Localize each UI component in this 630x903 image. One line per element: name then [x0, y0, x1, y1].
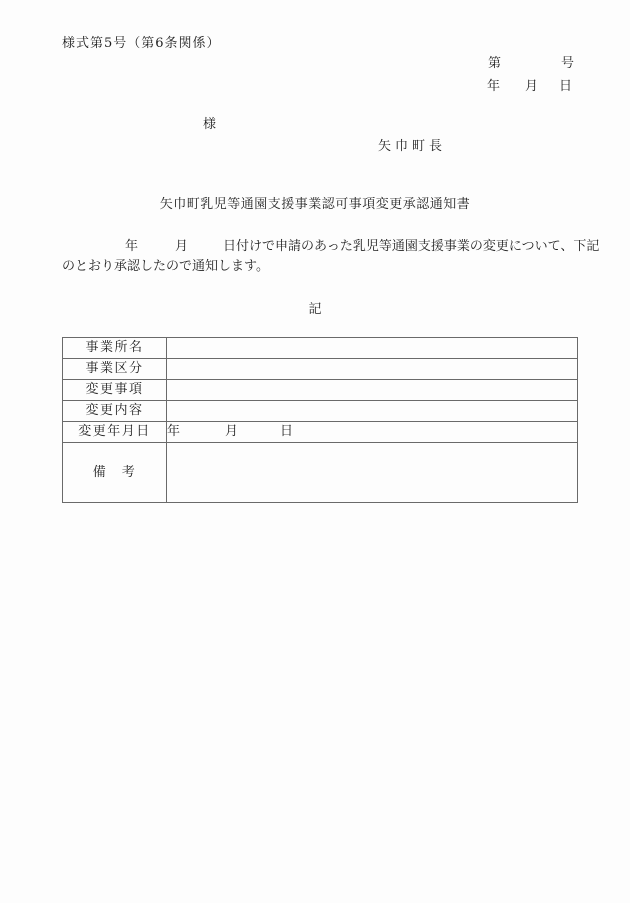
- row-value-change-date: [167, 422, 578, 443]
- doc-number-suffix: 号: [561, 56, 575, 71]
- row-value-remarks: [167, 443, 578, 503]
- change-date-day: 日: [280, 424, 294, 439]
- change-date-month: 月: [225, 424, 239, 439]
- table-row-business-category: [63, 359, 578, 380]
- body-line-1-text: 付けで申請のあった乳児等通園支援事業の変更について、下記: [236, 239, 600, 254]
- row-label-change-content: 変更内容: [63, 401, 167, 422]
- doc-number-prefix: 第: [488, 56, 502, 71]
- table-row-change-content: [63, 401, 578, 422]
- recipient-honorific: 様: [203, 117, 217, 132]
- table-row-remarks: [63, 443, 578, 503]
- row-label-change-item: 変更事項: [63, 380, 167, 401]
- row-value-change-item: [167, 380, 578, 401]
- row-label-change-date: 変更年月日: [63, 422, 167, 443]
- application-date-month: 月: [175, 239, 189, 254]
- table-row-change-date: [63, 422, 578, 443]
- table-row-business-name: [63, 338, 578, 359]
- change-date-year: 年: [167, 424, 181, 439]
- table-row-change-item: [63, 380, 578, 401]
- document-title: 矢巾町乳児等通園支援事業認可事項変更承認通知書: [159, 197, 471, 212]
- row-value-business-name: [167, 338, 578, 359]
- body-line-1: [62, 240, 599, 254]
- issue-date-month: 月: [525, 79, 539, 94]
- issue-date-year: 年: [487, 79, 501, 94]
- form-number: 様式第5号（第6条関係）: [62, 36, 221, 51]
- row-label-business-name: 事業所名: [63, 338, 167, 359]
- application-date-day: 日: [223, 239, 237, 254]
- row-label-remarks: 備 考: [63, 443, 167, 503]
- row-value-change-content: [167, 401, 578, 422]
- row-label-business-category: 事業区分: [63, 359, 167, 380]
- row-value-business-category: [167, 359, 578, 380]
- application-date-year: 年: [125, 239, 139, 254]
- body-line-2: のとおり承認したので通知します。: [62, 259, 269, 274]
- sender-title: 矢巾町長: [378, 139, 447, 154]
- record-marker: 記: [308, 302, 322, 317]
- issue-date-day: 日: [559, 79, 573, 94]
- details-table: [62, 337, 578, 503]
